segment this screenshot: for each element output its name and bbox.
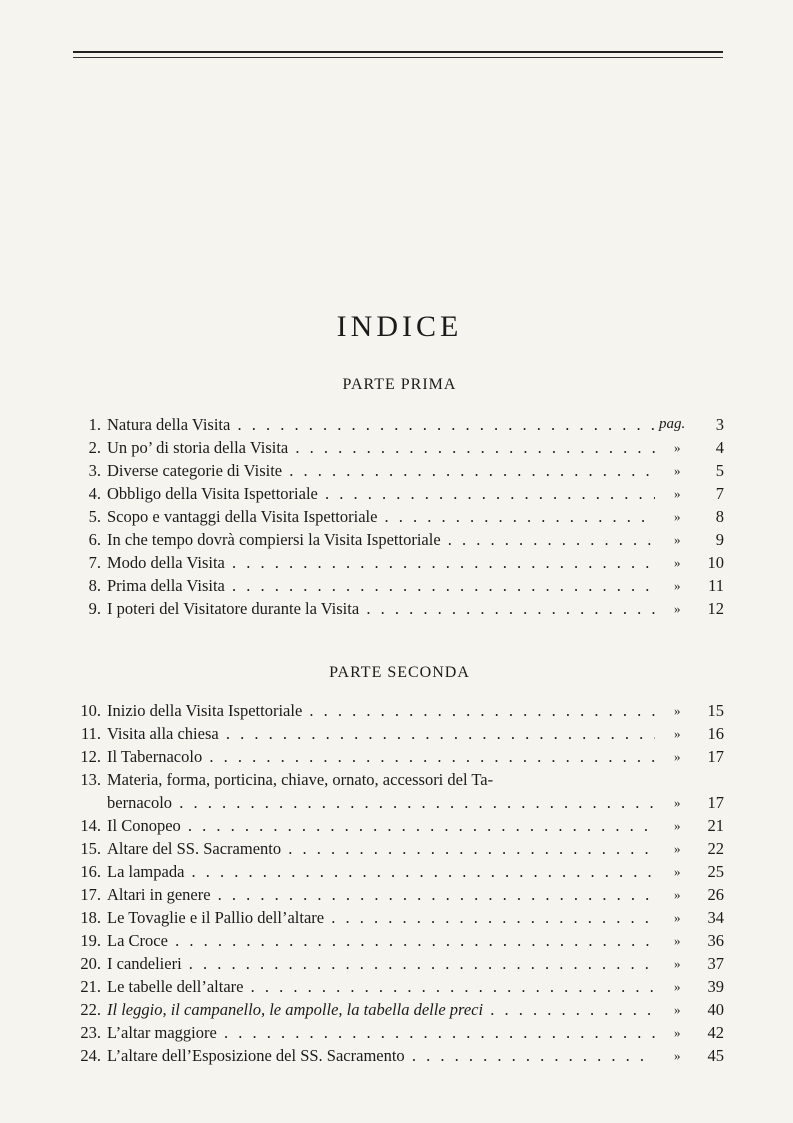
toc-entry-text: I poteri del Visitatore durante la Visita [107, 599, 360, 618]
ditto-mark: » [674, 1002, 681, 1017]
toc-entry-title [107, 528, 655, 551]
toc-entry-title [107, 998, 655, 1021]
leader-dots [225, 576, 655, 595]
ditto-mark: » [674, 979, 681, 994]
toc-entry-page: 11 [708, 576, 724, 595]
toc-entry-page: 8 [715, 507, 724, 526]
ditto-mark: » [674, 1025, 681, 1040]
toc-entry-text: Un po’ di storia della Visita [107, 438, 289, 457]
toc-entry-title [107, 436, 655, 459]
toc-entry-text: Altare del SS. Sacramento [107, 839, 282, 858]
toc-entry-text: I candelieri [107, 954, 182, 973]
leader-dots [184, 862, 655, 881]
toc-entry-number: 12. [80, 747, 101, 766]
ditto-mark: » [674, 864, 681, 879]
toc-entry-text: In che tempo dovrà compiersi la Visita Ispettoriale [107, 530, 441, 549]
leader-dots [172, 793, 655, 812]
ditto-mark: » [674, 749, 681, 764]
toc-entry-number: 6. [88, 530, 101, 549]
toc-entry-text-continued: bernacolo [107, 793, 173, 812]
toc-entry-text: Inizio della Visita Ispettoriale [107, 701, 303, 720]
toc-entry-text: La Croce [107, 931, 168, 950]
toc-entry [0, 906, 793, 929]
toc-part-prima [0, 413, 793, 620]
toc-entry-page: 39 [707, 977, 724, 996]
toc-entry-number: 23. [80, 1023, 101, 1042]
toc-entry-page: 5 [715, 461, 724, 480]
toc-entry [0, 505, 793, 528]
toc-entry [0, 699, 793, 722]
toc-entry [0, 1021, 793, 1044]
toc-entry-page: 34 [707, 908, 724, 927]
toc-entry-number: 20. [80, 954, 101, 973]
toc-entry-title [107, 768, 655, 814]
page-label: pag. [659, 416, 686, 432]
toc-entry-text: Prima della Visita [107, 576, 225, 595]
toc-entry-page: 3 [715, 415, 724, 434]
toc-entry-number: 3. [88, 461, 101, 480]
toc-entry [0, 860, 793, 883]
leader-dots [282, 461, 655, 480]
ditto-mark: » [674, 956, 681, 971]
ditto-mark: » [674, 555, 681, 570]
leader-dots [483, 1000, 655, 1019]
toc-entry-title [107, 574, 655, 597]
toc-entry-page: 9 [715, 530, 724, 549]
ditto-mark: » [674, 887, 681, 902]
toc-entry-number: 5. [88, 507, 101, 526]
ditto-mark: » [674, 933, 681, 948]
toc-entry [0, 436, 793, 459]
toc-entry-page: 17 [707, 793, 724, 812]
toc-entry-title [107, 975, 655, 998]
toc-entry-title [107, 745, 655, 768]
ditto-mark: » [674, 818, 681, 833]
toc-entry [0, 975, 793, 998]
toc-entry-number: 13. [80, 770, 101, 789]
toc-entry [0, 837, 793, 860]
toc-entry-number: 9. [88, 599, 101, 618]
toc-entry-number: 11. [80, 724, 101, 743]
ditto-mark: » [674, 1048, 681, 1063]
toc-entry [0, 722, 793, 745]
toc-entry-page: 21 [707, 816, 724, 835]
toc-entry-number: 7. [88, 553, 101, 572]
ditto-mark: » [674, 509, 681, 524]
toc-entry-text: Natura della Visita [107, 415, 231, 434]
toc-entry-page: 26 [707, 885, 724, 904]
toc-entry-text: Il Conopeo [107, 816, 181, 835]
ditto-mark: » [674, 532, 681, 547]
toc-entry-page: 36 [707, 931, 724, 950]
toc-entry-title [107, 860, 655, 883]
toc-entry-text: Obbligo della Visita Ispettoriale [107, 484, 318, 503]
toc-entry-title [107, 952, 655, 975]
toc-entry-number: 4. [88, 484, 101, 503]
leader-dots [211, 885, 655, 904]
toc-entry [0, 1044, 793, 1067]
leader-dots [288, 438, 655, 457]
toc-entry-page: 25 [707, 862, 724, 881]
toc-entry-number: 2. [88, 438, 101, 457]
toc-entry [0, 998, 793, 1021]
ditto-mark: » [674, 578, 681, 593]
toc-entry-number: 8. [88, 576, 101, 595]
toc-entry [0, 551, 793, 574]
toc-entry-page: 15 [707, 701, 724, 720]
leader-dots [377, 507, 655, 526]
leader-dots [202, 747, 655, 766]
toc-entry-title [107, 837, 655, 860]
toc-entry [0, 413, 793, 436]
toc-entry-page: 22 [707, 839, 724, 858]
toc-entry-number: 24. [80, 1046, 101, 1065]
toc-entry-page: 10 [707, 553, 724, 572]
toc-entry [0, 952, 793, 975]
toc-entry-title [107, 722, 655, 745]
toc-entry-text: Scopo e vantaggi della Visita Ispettoriale [107, 507, 378, 526]
toc-entry-title [107, 699, 655, 722]
toc-entry-title [107, 551, 655, 574]
toc-entry-text: Modo della Visita [107, 553, 225, 572]
toc-entry [0, 883, 793, 906]
toc-entry-title [107, 929, 655, 952]
toc-entry-page: 12 [707, 599, 724, 618]
toc-entry-title [107, 906, 655, 929]
toc-entry-page: 7 [715, 484, 724, 503]
toc-entry-title [107, 482, 655, 505]
toc-entry [0, 482, 793, 505]
ditto-mark: » [674, 841, 681, 856]
toc-entry-text: Materia, forma, porticina, chiave, ornato, accessori del Ta- [107, 770, 494, 789]
toc-entry [0, 768, 793, 814]
leader-dots [219, 724, 655, 743]
toc-entry-text: Le Tovaglie e il Pallio dell’altare [107, 908, 325, 927]
toc-entry-page: 16 [707, 724, 724, 743]
toc-entry-number: 17. [80, 885, 101, 904]
ditto-mark: » [674, 795, 681, 810]
toc-entry-number: 15. [80, 839, 101, 858]
toc-entry [0, 597, 793, 620]
toc-entry-number: 16. [80, 862, 101, 881]
toc-entry-text: Il leggio, il campanello, le ampolle, la tabella delle preci [107, 1000, 484, 1019]
toc-entry-number: 10. [80, 701, 101, 720]
part-heading-seconda: PARTE SECONDA [329, 664, 470, 681]
ditto-mark: » [674, 910, 681, 925]
page-title: INDICE [336, 310, 463, 344]
leader-dots [225, 553, 655, 572]
toc-entry-page: 37 [707, 954, 724, 973]
ditto-mark: » [674, 486, 681, 501]
leader-dots [230, 415, 655, 434]
toc-entry-title [107, 413, 655, 436]
leader-dots [182, 954, 655, 973]
toc-entry-number: 21. [80, 977, 101, 996]
toc-entry [0, 574, 793, 597]
toc-entry-page: 40 [707, 1000, 724, 1019]
toc-entry-number: 22. [80, 1000, 101, 1019]
ditto-mark: » [674, 601, 681, 616]
leader-dots [281, 839, 655, 858]
leader-dots [168, 931, 655, 950]
toc-entry-title [107, 814, 655, 837]
ditto-mark: » [674, 463, 681, 478]
toc-entry-page: 17 [707, 747, 724, 766]
leader-dots [181, 816, 655, 835]
header-rule [73, 51, 723, 53]
ditto-mark: » [674, 726, 681, 741]
toc-entry [0, 528, 793, 551]
toc-entry-text: La lampada [107, 862, 185, 881]
toc-entry [0, 929, 793, 952]
toc-entry-text: Diverse categorie di Visite [107, 461, 283, 480]
toc-entry [0, 745, 793, 768]
toc-entry-title [107, 597, 655, 620]
toc-entry-number: 1. [88, 415, 101, 434]
leader-dots [217, 1023, 655, 1042]
leader-dots [302, 701, 655, 720]
header-rule-thin [73, 57, 723, 58]
toc-entry-title [107, 1044, 655, 1067]
toc-entry-text: Il Tabernacolo [107, 747, 203, 766]
toc-entry [0, 814, 793, 837]
leader-dots [244, 977, 656, 996]
toc-entry-page: 4 [715, 438, 724, 457]
toc-entry-title [107, 459, 655, 482]
toc-entry-number: 14. [80, 816, 101, 835]
toc-entry-page: 45 [707, 1046, 724, 1065]
toc-entry-number: 18. [80, 908, 101, 927]
ditto-mark: » [674, 703, 681, 718]
toc-entry [0, 459, 793, 482]
leader-dots [405, 1046, 655, 1065]
toc-entry-text: L’altare dell’Esposizione del SS. Sacramento [107, 1046, 405, 1065]
leader-dots [441, 530, 655, 549]
toc-entry-text: Visita alla chiesa [107, 724, 219, 743]
toc-entry-title [107, 883, 655, 906]
toc-entry-number: 19. [80, 931, 101, 950]
toc-entry-title [107, 1021, 655, 1044]
toc-entry-page: 42 [707, 1023, 724, 1042]
part-heading-prima: PARTE PRIMA [342, 376, 457, 393]
toc-entry-title [107, 505, 655, 528]
toc-part-seconda [0, 699, 793, 1067]
leader-dots [324, 908, 655, 927]
leader-dots [359, 599, 655, 618]
leader-dots [318, 484, 655, 503]
toc-entry-text: Le tabelle dell’altare [107, 977, 244, 996]
toc-entry-text: L’altar maggiore [107, 1023, 217, 1042]
toc-entry-text: Altari in genere [107, 885, 211, 904]
ditto-mark: » [674, 440, 681, 455]
